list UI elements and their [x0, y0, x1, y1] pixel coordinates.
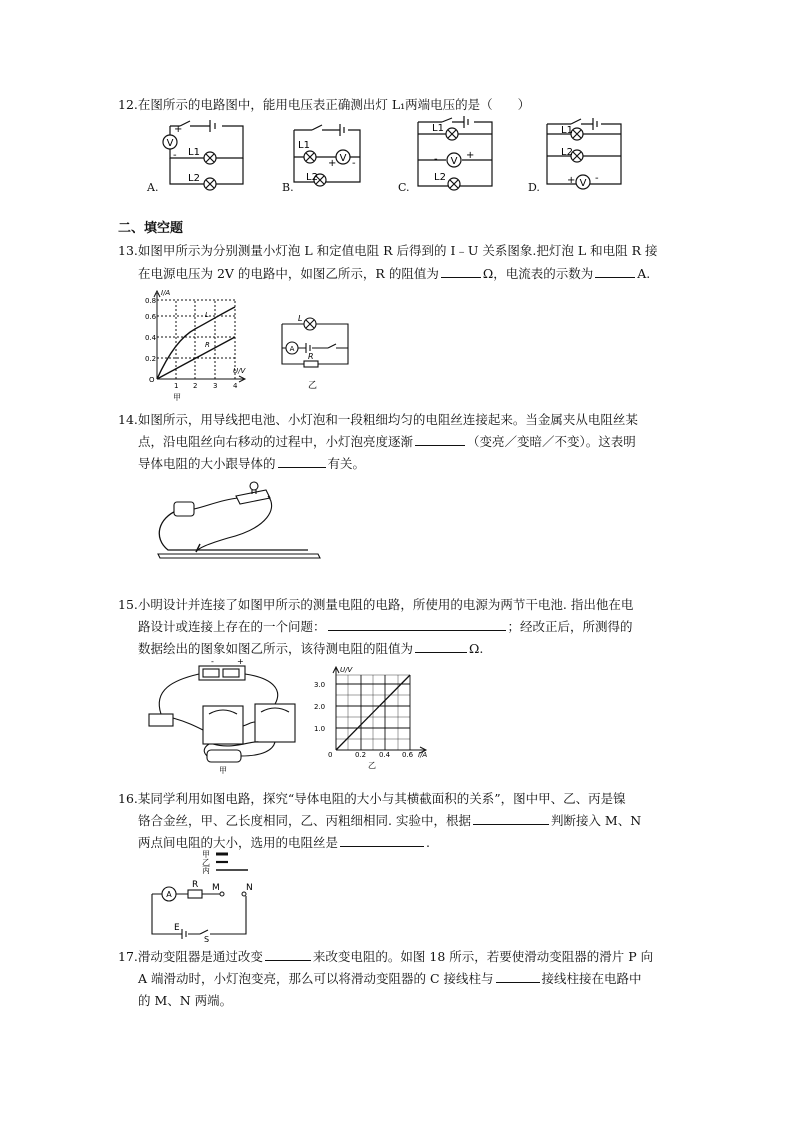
q16-text-c: 两点间电阻的大小，选用的电阻丝是	[138, 835, 339, 850]
q12-option-b: B.	[282, 181, 294, 194]
q12c-l2: L2	[434, 172, 446, 183]
q16-s: S	[204, 935, 210, 944]
q12a-voltmeter: V	[166, 138, 174, 149]
q16-text-a: 铬合金丝，甲、乙长度相同，乙、丙粗细相同. 实验中，根据	[138, 813, 471, 828]
q13-blank-resistance[interactable]	[441, 263, 481, 278]
q15-text-b: ；经改正后，所测得的	[507, 619, 633, 634]
q17-line2	[138, 967, 642, 991]
q14-line3	[138, 452, 365, 476]
q15-apparatus	[143, 657, 308, 775]
q12-option-a: A.	[147, 181, 159, 194]
q16-wire-bing: 丙	[202, 866, 210, 875]
q14-blank-brightness[interactable]	[415, 431, 465, 446]
q15-blank-resistance[interactable]	[415, 638, 467, 653]
q13-origin: O	[149, 376, 155, 384]
q12-circuit-d	[543, 118, 629, 190]
q14-text-c: 导体电阻的大小跟导体的	[138, 456, 276, 471]
q15-text-c: 数据绘出的图象如图乙所示，该待测电阻的阻值为	[138, 641, 414, 656]
q12a-minus: -	[173, 150, 177, 161]
q12-option-c: C.	[398, 181, 410, 194]
q14-illustration	[148, 478, 338, 563]
q15-blank-problem[interactable]	[328, 616, 506, 631]
q15-xtick-06: 0.6	[402, 751, 414, 759]
q15-caption-b: 乙	[368, 761, 376, 770]
q13-caption-b: 乙	[308, 381, 318, 391]
q14-text-b: （变亮／变暗／不变）。这表明	[467, 434, 636, 449]
q15-graph	[312, 664, 442, 770]
q16-res: R	[192, 880, 199, 890]
q13-ylabel: I/A	[161, 289, 171, 297]
q16-line1: 16.某同学利用如图电路，探究“导体电阻的大小与其横截面积的关系”，图中甲、乙、丙是镍	[118, 791, 626, 806]
q14-blank-factor[interactable]	[278, 453, 326, 468]
q13-circuit-ammeter: A	[289, 345, 295, 353]
q12c-minus: -	[434, 154, 438, 165]
q14-text-d: 有关。	[327, 456, 366, 471]
q17-text-b: 来改变电阻的。如图 18 所示，若要使滑动变阻器的滑片 P 向	[312, 949, 654, 964]
q12a-l1: L1	[188, 147, 200, 158]
q12d-l1: L1	[561, 125, 573, 136]
q17-text-d: 接线柱接在电路中	[541, 971, 642, 986]
q15-line3	[138, 637, 483, 661]
q16-text-b: 判断接入 M、N	[550, 813, 642, 828]
q12a-l2: L2	[188, 173, 200, 184]
q15-ytick-1: 1.0	[314, 725, 326, 733]
q13-xtick-1: 1	[174, 382, 179, 390]
q13-ytick-02: 0.2	[145, 355, 157, 363]
q12b-minus: -	[352, 158, 356, 169]
q12c-plus: +	[466, 150, 475, 161]
q13-graph	[145, 287, 250, 402]
q13-circuit-res: R	[308, 352, 314, 361]
q13-ytick-06: 0.6	[145, 313, 157, 321]
q13-caption-a: 甲	[173, 393, 181, 402]
q15-caption-a: 甲	[219, 766, 227, 775]
q13-blank-current[interactable]	[595, 263, 635, 278]
q16-ammeter: A	[166, 890, 172, 899]
q17-line3: 的 M、N 两端。	[138, 993, 233, 1008]
q15-ytick-3: 3.0	[314, 681, 326, 689]
q12d-plus: +	[567, 175, 576, 186]
q17-text-a: 17.滑动变阻器是通过改变	[118, 949, 263, 964]
q15-xtick-04: 0.4	[379, 751, 391, 759]
section-title: 二、填空题	[118, 221, 184, 236]
q14-line2	[138, 430, 636, 454]
q13-line1: 13.如图甲所示为分别测量小灯泡 L 和定值电阻 R 后得到的 I﹣U 关系图象.把灯泡 L 和电阻 R 接	[118, 243, 658, 258]
q16-text-d: .	[426, 835, 430, 850]
q15-line1: 15.小明设计并连接了如图甲所示的测量电阻的电路，所使用的电源为两节干电池. 指出他在电	[118, 597, 634, 612]
q16-wire-yi: 乙	[202, 858, 210, 867]
q14-text-a: 点，沿电阻丝向右移动的过程中，小灯泡亮度逐渐	[138, 434, 414, 449]
q15-text-d: Ω.	[469, 641, 484, 656]
q17-line1	[118, 945, 653, 969]
q13-ytick-08: 0.8	[145, 297, 157, 305]
q15-origin: 0	[328, 751, 333, 759]
q17-text-c: A 端滑动时，小灯泡变亮，那么可以将滑动变阻器的 C 接线柱与	[138, 971, 494, 986]
q13-circuit-lamp: L	[298, 314, 303, 323]
q16-e: E	[174, 923, 180, 933]
q12d-voltmeter: V	[579, 178, 587, 189]
q15-battery-plus: +	[237, 657, 244, 666]
q12-stem: 12.在图所示的电路图中，能用电压表正确测出灯 L₁两端电压的是（ ）	[118, 97, 531, 112]
q14-line1: 14.如图所示，用导线把电池、小灯泡和一段粗细均匀的电阻丝连接起来。当金属夹从电阻丝某	[118, 412, 638, 427]
q16-blank-wires[interactable]	[340, 832, 424, 847]
q15-ytick-2: 2.0	[314, 703, 326, 711]
q12d-minus: -	[595, 173, 599, 184]
q12b-voltmeter: V	[339, 153, 347, 164]
q17-blank-terminal[interactable]	[496, 968, 540, 983]
q13-circuit	[278, 314, 354, 398]
q13-xtick-4: 4	[233, 382, 238, 390]
q13-xlabel: U/V	[233, 367, 246, 375]
q13-curve-r: R	[205, 341, 210, 349]
q15-ylabel: U/V	[340, 666, 353, 674]
q13-xtick-2: 2	[193, 382, 198, 390]
q12-circuit-b	[290, 122, 402, 192]
q13-ytick-04: 0.4	[145, 334, 157, 342]
q15-xlabel: I/A	[418, 751, 428, 759]
q12b-l2: L2	[306, 172, 318, 183]
q12c-voltmeter: V	[450, 156, 458, 167]
q12d-l2: L2	[561, 147, 573, 158]
q13-text-a: 在电源电压为 2V 的电路中，如图乙所示，R 的阻值为	[138, 266, 439, 281]
q16-wire-jia: 甲	[202, 850, 210, 859]
q13-line2	[138, 262, 650, 286]
q15-line2	[138, 615, 633, 639]
q12b-l1: L1	[298, 140, 310, 151]
q12-circuit-c	[414, 118, 500, 190]
q12-option-d: D.	[528, 181, 540, 194]
q12a-plus: +	[174, 124, 183, 135]
q16-n: N	[246, 883, 253, 893]
q12b-plus: +	[328, 158, 337, 169]
q13-curve-l: L	[205, 311, 209, 319]
q15-xtick-02: 0.2	[355, 751, 367, 759]
q16-blank-basis[interactable]	[473, 810, 549, 825]
q16-m: M	[212, 883, 220, 893]
q12c-l1: L1	[432, 123, 444, 134]
q15-battery-minus: -	[211, 657, 214, 666]
q13-text-c: A.	[637, 266, 651, 281]
q13-xtick-3: 3	[213, 382, 218, 390]
q16-circuit	[148, 850, 258, 942]
q15-text-a: 路设计或连接上存在的一个问题：	[138, 619, 326, 634]
q17-blank-method[interactable]	[265, 946, 311, 961]
q13-text-b: Ω，电流表的示数为	[482, 266, 594, 281]
q16-line2	[138, 809, 641, 833]
